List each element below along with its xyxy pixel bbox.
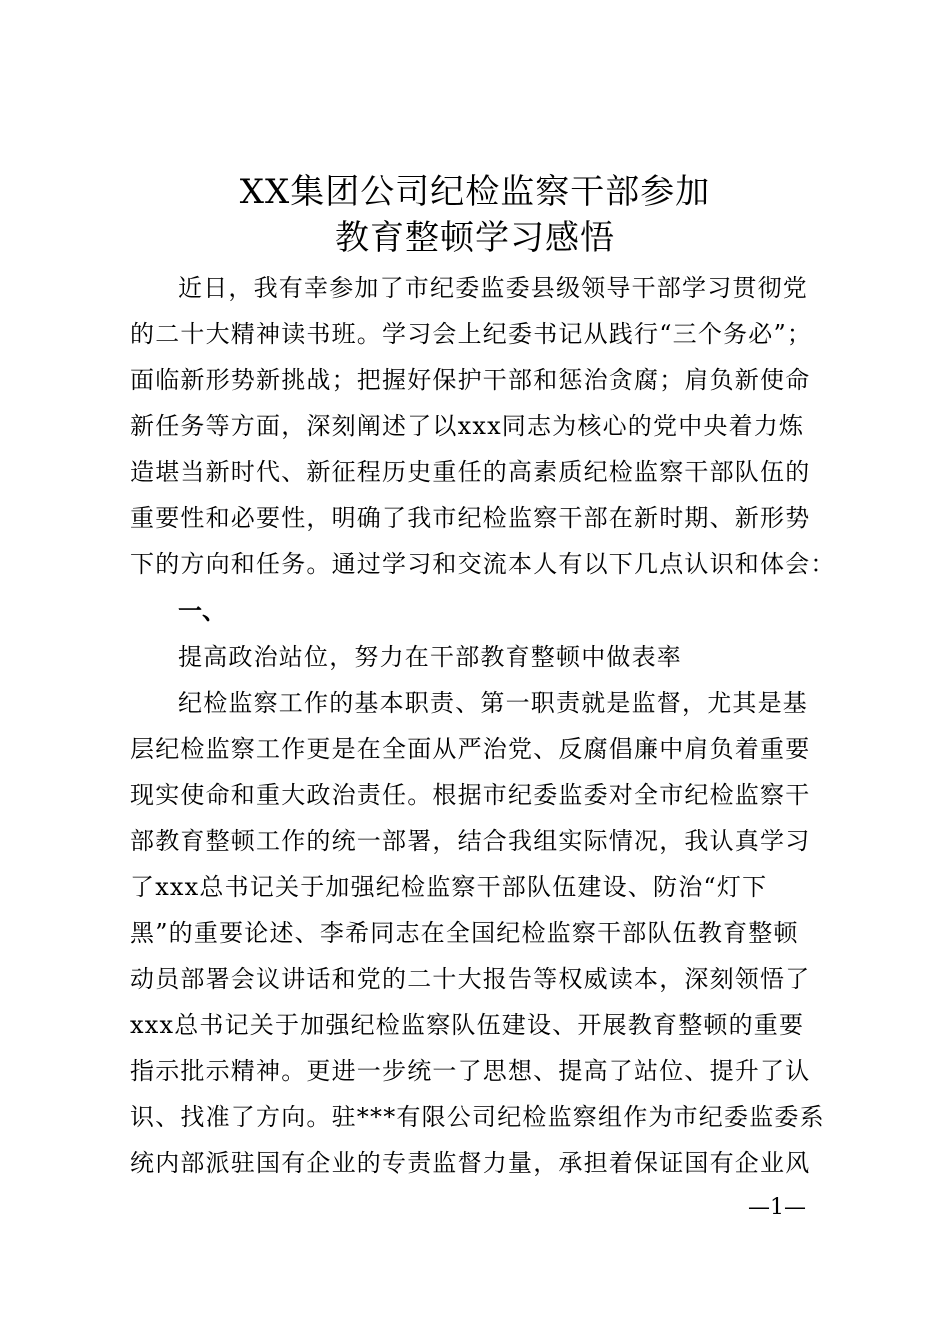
- intro-line-1: 近日，我有幸参加了市纪委监委县级领导干部学习贯彻党: [178, 274, 808, 302]
- body-line-5: 了xxx总书记关于加强纪检监察干部队伍建设、防治“灯下: [130, 873, 768, 901]
- body-line-6: 黑”的重要论述、李希同志在全国纪检监察干部队伍教育整顿: [130, 919, 799, 947]
- document-title-line-1: XX集团公司纪检监察干部参加: [239, 172, 711, 212]
- page-number: —1—: [748, 1195, 806, 1220]
- document-title-line-2: 教育整顿学习感悟: [335, 218, 615, 258]
- body-line-2: 层纪检监察工作更是在全面从严治党、反腐倡廉中肩负着重要: [130, 735, 811, 763]
- section-1-title: 提高政治站位，努力在干部教育整顿中做表率: [178, 643, 682, 671]
- body-line-4: 部教育整顿工作的统一部署，结合我组实际情况，我认真学习: [130, 827, 811, 855]
- body-line-10: 识、找准了方向。驻***有限公司纪检监察组作为市纪委监委系: [130, 1103, 825, 1131]
- intro-line-6: 重要性和必要性，明确了我市纪检监察干部在新时期、新形势: [130, 504, 811, 532]
- intro-line-5: 造堪当新时代、新征程历史重任的高素质纪检监察干部队伍的: [130, 458, 811, 486]
- body-line-8: xxx总书记关于加强纪检监察队伍建设、开展教育整顿的重要: [130, 1011, 805, 1039]
- intro-line-4: 新任务等方面，深刻阐述了以xxx同志为核心的党中央着力炼: [130, 412, 805, 440]
- body-line-11: 统内部派驻国有企业的专责监督力量，承担着保证国有企业风: [130, 1149, 811, 1177]
- intro-line-2: 的二十大精神读书班。学习会上纪委书记从践行“三个务必”；: [130, 320, 813, 348]
- section-1-number: 一、: [178, 596, 226, 625]
- body-line-3: 现实使命和重大政治责任。根据市纪委监委对全市纪检监察干: [130, 781, 811, 809]
- body-line-1: 纪检监察工作的基本职责、第一职责就是监督，尤其是基: [178, 689, 808, 717]
- body-line-7: 动员部署会议讲话和党的二十大报告等权威读本，深刻领悟了: [130, 965, 811, 993]
- intro-line-3: 面临新形势新挑战；把握好保护干部和惩治贪腐；肩负新使命: [130, 366, 811, 394]
- intro-line-7: 下的方向和任务。通过学习和交流本人有以下几点认识和体会：: [130, 550, 836, 578]
- body-line-9: 指示批示精神。更进一步统一了思想、提高了站位、提升了认: [130, 1057, 811, 1085]
